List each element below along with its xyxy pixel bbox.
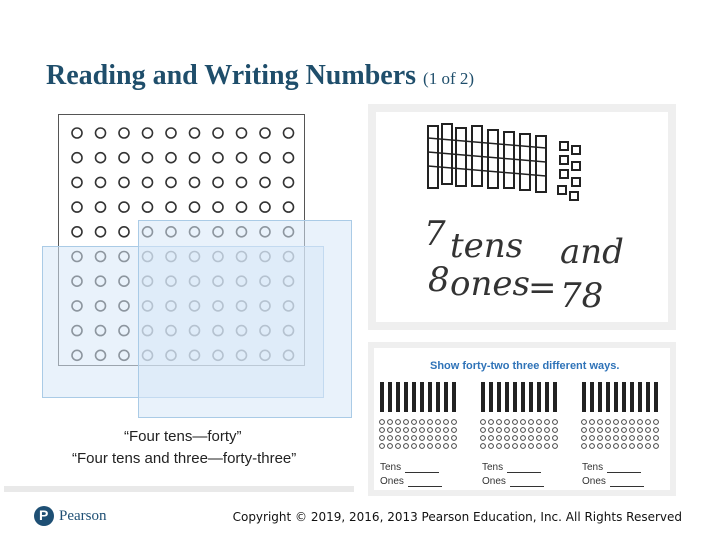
grid-dot xyxy=(119,202,129,212)
tens-rod xyxy=(529,382,533,412)
ones-dot xyxy=(452,428,457,433)
worksheet-ones-label-1: Ones xyxy=(380,476,442,487)
slide-title-main: Reading and Writing Numbers xyxy=(46,60,417,91)
ones-dot xyxy=(497,420,502,425)
ones-dot xyxy=(606,436,611,441)
tens-rod xyxy=(444,382,448,412)
worksheet-ones-label-3: Ones xyxy=(582,476,644,487)
ones-dot xyxy=(622,436,627,441)
ones-dot xyxy=(396,420,401,425)
ones-dot xyxy=(582,444,587,449)
grid-dot xyxy=(237,128,247,138)
tens-rod xyxy=(436,382,440,412)
ones-dot xyxy=(428,436,433,441)
handwritten-ones-word: ones xyxy=(450,264,530,304)
ones-dot xyxy=(404,420,409,425)
ones-dot xyxy=(420,436,425,441)
grid-dot xyxy=(143,153,153,163)
ones-dot xyxy=(545,444,550,449)
grid-dot xyxy=(260,153,270,163)
ones-dot xyxy=(582,428,587,433)
ones-dot xyxy=(396,436,401,441)
divider xyxy=(4,486,354,492)
ones-dot xyxy=(646,420,651,425)
ones-dot xyxy=(489,420,494,425)
tens-rod xyxy=(598,382,602,412)
grid-dot xyxy=(72,128,82,138)
ones-dot xyxy=(412,436,417,441)
ones-dot xyxy=(513,444,518,449)
pearson-logo-word: Pearson xyxy=(59,507,107,524)
ones-dot xyxy=(436,428,441,433)
tens-rod xyxy=(428,382,432,412)
ones-dot xyxy=(630,428,635,433)
grid-dot xyxy=(166,153,176,163)
ones-dot xyxy=(388,428,393,433)
ones-dot xyxy=(396,444,401,449)
tens-rod xyxy=(582,382,586,412)
tens-rod xyxy=(412,382,416,412)
transparent-cover-sheet-second xyxy=(138,220,352,418)
worksheet-tens-label-1: Tens xyxy=(380,462,439,473)
tens-rod xyxy=(513,382,517,412)
ones-dot xyxy=(444,420,449,425)
ones-dot xyxy=(396,428,401,433)
grid-dot xyxy=(96,227,106,237)
ones-dot xyxy=(553,428,558,433)
ones-dot xyxy=(497,436,502,441)
pearson-logo xyxy=(34,506,107,526)
tens-rod xyxy=(420,382,424,412)
tens-rod xyxy=(606,382,610,412)
ones-dot xyxy=(388,436,393,441)
tens-rod xyxy=(380,382,384,412)
grid-dot xyxy=(72,177,82,187)
ones-dot xyxy=(444,428,449,433)
ones-dot xyxy=(638,436,643,441)
ones-dot xyxy=(654,444,659,449)
grid-dot xyxy=(166,202,176,212)
ones-dot xyxy=(444,436,449,441)
ones-dot xyxy=(404,428,409,433)
ones-dot xyxy=(630,436,635,441)
grid-dot xyxy=(143,177,153,187)
ones-dot xyxy=(380,436,385,441)
grid-dot xyxy=(284,202,294,212)
ones-dot xyxy=(388,444,393,449)
grid-dot xyxy=(72,227,82,237)
ones-dot xyxy=(505,428,510,433)
ones-dot xyxy=(444,444,449,449)
slide-title-sub: (1 of 2) xyxy=(423,69,475,88)
tens-rod xyxy=(521,382,525,412)
ones-dot xyxy=(513,436,518,441)
grid-dot xyxy=(260,177,270,187)
ones-dot xyxy=(521,428,526,433)
grid-dot xyxy=(190,153,200,163)
grid-dot xyxy=(190,128,200,138)
tens-rod xyxy=(622,382,626,412)
grid-dot xyxy=(119,153,129,163)
ones-dot xyxy=(614,436,619,441)
ones-dot xyxy=(505,444,510,449)
ones-dot xyxy=(654,428,659,433)
tens-rod xyxy=(553,382,557,412)
ones-dot xyxy=(590,420,595,425)
grid-dot xyxy=(166,128,176,138)
ones-dot xyxy=(614,428,619,433)
ones-dot xyxy=(489,444,494,449)
tens-rod xyxy=(388,382,392,412)
ones-dot xyxy=(606,444,611,449)
worksheet-tens-label-2: Tens xyxy=(482,462,541,473)
grid-dot xyxy=(96,202,106,212)
ones-dot xyxy=(505,420,510,425)
ones-dot xyxy=(654,420,659,425)
ones-dot xyxy=(553,420,558,425)
grid-dot xyxy=(213,177,223,187)
ones-dot xyxy=(529,444,534,449)
handwritten-equals: = xyxy=(528,268,557,308)
ones-dot xyxy=(646,444,651,449)
ones-dot xyxy=(380,428,385,433)
ones-dot xyxy=(529,428,534,433)
ones-dot xyxy=(481,444,486,449)
ones-dot xyxy=(505,436,510,441)
tens-rod xyxy=(630,382,634,412)
ones-dot xyxy=(590,428,595,433)
grid-dot xyxy=(213,153,223,163)
grid-dot xyxy=(119,227,129,237)
ones-dot xyxy=(436,444,441,449)
tens-rod xyxy=(545,382,549,412)
ones-dot xyxy=(630,444,635,449)
ones-dot xyxy=(622,444,627,449)
grid-dot xyxy=(213,202,223,212)
ones-dot xyxy=(380,444,385,449)
ones-dot xyxy=(420,420,425,425)
ones-dot xyxy=(521,436,526,441)
worksheet-ones-label-2: Ones xyxy=(482,476,544,487)
tens-rod xyxy=(481,382,485,412)
grid-dot xyxy=(237,153,247,163)
ones-dot xyxy=(646,436,651,441)
ones-dot xyxy=(622,428,627,433)
ones-dot xyxy=(380,420,385,425)
grid-dot xyxy=(166,177,176,187)
ones-dot xyxy=(582,436,587,441)
ones-dot xyxy=(606,420,611,425)
ones-dot xyxy=(452,436,457,441)
grid-dot xyxy=(143,202,153,212)
handwritten-total: 78 xyxy=(560,276,604,316)
handwritten-and: and xyxy=(560,232,624,272)
tens-rod xyxy=(497,382,501,412)
tens-rod xyxy=(489,382,493,412)
tens-rod xyxy=(396,382,400,412)
ones-dot xyxy=(622,420,627,425)
ones-dot xyxy=(412,444,417,449)
ones-dot xyxy=(489,428,494,433)
ones-dot xyxy=(606,428,611,433)
ones-dot xyxy=(420,444,425,449)
ones-dot xyxy=(614,444,619,449)
grid-dot xyxy=(190,202,200,212)
ones-dot xyxy=(537,444,542,449)
ones-dot xyxy=(553,444,558,449)
tens-rod xyxy=(646,382,650,412)
ones-dot xyxy=(521,444,526,449)
grid-dot xyxy=(96,153,106,163)
grid-dot xyxy=(284,153,294,163)
slide-title xyxy=(46,60,474,92)
ones-dot xyxy=(654,436,659,441)
ones-dot xyxy=(404,444,409,449)
tens-rod xyxy=(404,382,408,412)
ones-dot xyxy=(614,420,619,425)
ones-dot xyxy=(638,444,643,449)
ones-dot xyxy=(545,428,550,433)
ones-dot xyxy=(412,420,417,425)
grid-dot xyxy=(119,177,129,187)
ones-dot xyxy=(521,420,526,425)
tens-rod xyxy=(452,382,456,412)
ones-dot xyxy=(598,444,603,449)
ones-dot xyxy=(598,436,603,441)
ones-dot xyxy=(638,420,643,425)
ones-dot xyxy=(630,420,635,425)
caption-four-tens: “Four tens—forty” xyxy=(124,428,242,445)
ones-dot xyxy=(436,420,441,425)
grid-dot xyxy=(213,128,223,138)
ones-dot xyxy=(436,436,441,441)
grid-dot xyxy=(72,202,82,212)
grid-dot xyxy=(284,177,294,187)
ones-dot xyxy=(497,444,502,449)
ones-dot xyxy=(529,436,534,441)
ones-dot xyxy=(412,428,417,433)
ones-dot xyxy=(545,436,550,441)
ones-dot xyxy=(481,428,486,433)
grid-dot xyxy=(190,177,200,187)
tens-rod xyxy=(614,382,618,412)
ones-dot xyxy=(497,428,502,433)
ones-dot xyxy=(537,420,542,425)
tens-rod xyxy=(638,382,642,412)
caption-forty-three: “Four tens and three—forty-three” xyxy=(72,450,297,467)
ones-dot xyxy=(582,420,587,425)
grid-dot xyxy=(143,128,153,138)
ones-dot xyxy=(590,444,595,449)
worksheet-title: Show forty-two three different ways. xyxy=(430,360,620,372)
ones-dot xyxy=(537,436,542,441)
worksheet-tens-label-3: Tens xyxy=(582,462,641,473)
ones-dot xyxy=(553,436,558,441)
ones-dot xyxy=(537,428,542,433)
ones-dot xyxy=(529,420,534,425)
tens-rod xyxy=(505,382,509,412)
grid-dot xyxy=(119,128,129,138)
grid-dot xyxy=(72,153,82,163)
ones-dot xyxy=(481,420,486,425)
ones-dot xyxy=(545,420,550,425)
handwritten-tens-digit: 7 xyxy=(424,214,446,254)
tens-rod xyxy=(537,382,541,412)
ones-dot xyxy=(428,444,433,449)
grid-dot xyxy=(260,128,270,138)
tens-rod xyxy=(654,382,658,412)
pearson-logo-icon: P xyxy=(34,506,54,526)
tens-rod xyxy=(590,382,594,412)
handwritten-ones-digit: 8 xyxy=(428,260,450,300)
ones-dot xyxy=(489,436,494,441)
grid-dot xyxy=(260,202,270,212)
ones-dot xyxy=(428,428,433,433)
copyright-notice: Copyright © 2019, 2016, 2013 Pearson Education, Inc. All Rights Reserved xyxy=(232,510,682,524)
handwritten-tens-word: tens xyxy=(450,226,524,266)
grid-dot xyxy=(237,202,247,212)
grid-dot xyxy=(96,128,106,138)
ones-dot xyxy=(598,428,603,433)
ones-dot xyxy=(420,428,425,433)
grid-dot xyxy=(96,177,106,187)
ones-dot xyxy=(481,436,486,441)
ones-dot xyxy=(388,420,393,425)
ones-dot xyxy=(428,420,433,425)
ones-dot xyxy=(404,436,409,441)
ones-dot xyxy=(646,428,651,433)
grid-dot xyxy=(237,177,247,187)
grid-dot xyxy=(284,128,294,138)
ones-dot xyxy=(590,436,595,441)
ones-dot xyxy=(513,420,518,425)
ones-dot xyxy=(638,428,643,433)
ones-dot xyxy=(452,444,457,449)
ones-dot xyxy=(598,420,603,425)
ones-dot xyxy=(513,428,518,433)
ones-dot xyxy=(452,420,457,425)
